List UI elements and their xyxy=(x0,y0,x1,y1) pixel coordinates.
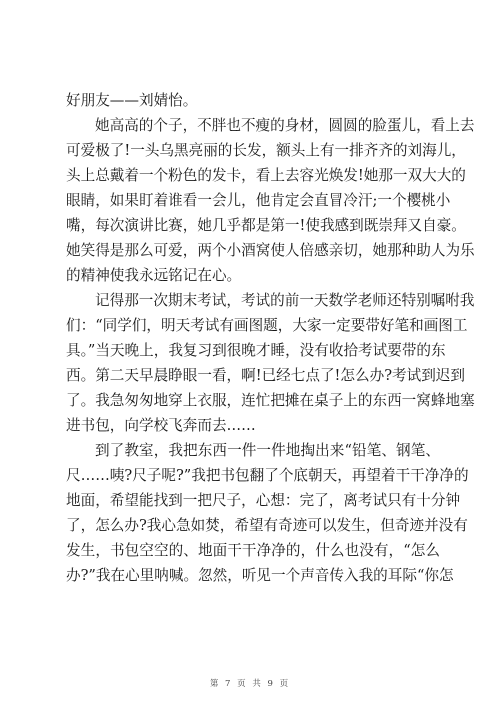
text-line: 办?”我在心里呐喊。忽然，听见一个声音传入我的耳际“你怎 xyxy=(66,567,454,584)
text-line: 们：“同学们，明天考试有画图题，大家一定要带好笔和画图工 xyxy=(66,317,468,334)
text-line: 好朋友——刘婧怡。 xyxy=(66,92,198,109)
text-line: 西。第二天早晨睁眼一看，啊!已经七点了!怎么办?考试到迟到 xyxy=(66,367,465,384)
text-line: 尺……咦?尺子呢?”我把书包翻了个底朝天，再望着干干净净的 xyxy=(66,467,469,484)
text-line: 的精神使我永远铭记在心。 xyxy=(66,267,242,284)
text-line: 可爱极了!一头乌黑亮丽的长发，额头上有一排齐齐的刘海儿， xyxy=(66,142,466,159)
text-line: 了，怎么办?我心急如焚，希望有奇迹可以发生，但奇迹并没有 xyxy=(66,517,468,534)
text-line: 了。我急匆匆地穿上衣服，连忙把摊在桌子上的东西一窝蜂地塞 xyxy=(66,392,475,409)
text-line: 记得那一次期末考试，考试的前一天数学老师还特别嘱咐我 xyxy=(95,292,475,309)
text-line: 进书包，向学校飞奔而去…… xyxy=(66,417,256,434)
document-body xyxy=(66,88,475,588)
text-line: 到了教室，我把东西一件一件地掏出来“铅笔、钢笔、 xyxy=(95,442,440,459)
text-line: 嘴，每次演讲比赛，她几乎都是第一!使我感到既崇拜又自豪。 xyxy=(66,217,466,234)
text-line: 发生，书包空空的、地面干干净净的，什么也没有，“怎么 xyxy=(66,542,440,559)
text-line: 具。”当天晚上，我复习到很晚才睡，没有收拾考试要带的东 xyxy=(66,342,446,359)
text-line: 头上总戴着一个粉色的发卡，看上去容光焕发!她那一双大大的 xyxy=(66,167,466,184)
text-line: 地面，希望能找到一把尺子，心想：完了，离考试只有十分钟 xyxy=(66,492,461,509)
text-line: 她高高的个子，不胖也不瘦的身材，圆圆的脸蛋儿，看上去 xyxy=(95,117,475,134)
page-footer: 第 7 页 共 9 页 xyxy=(209,679,291,689)
text-line: 她笑得是那么可爱，两个小酒窝使人倍感亲切，她那种助人为乐 xyxy=(66,242,475,259)
text-line: 眼睛，如果盯着谁看一会儿，他肯定会直冒冷汗;一个樱桃小 xyxy=(66,192,451,209)
